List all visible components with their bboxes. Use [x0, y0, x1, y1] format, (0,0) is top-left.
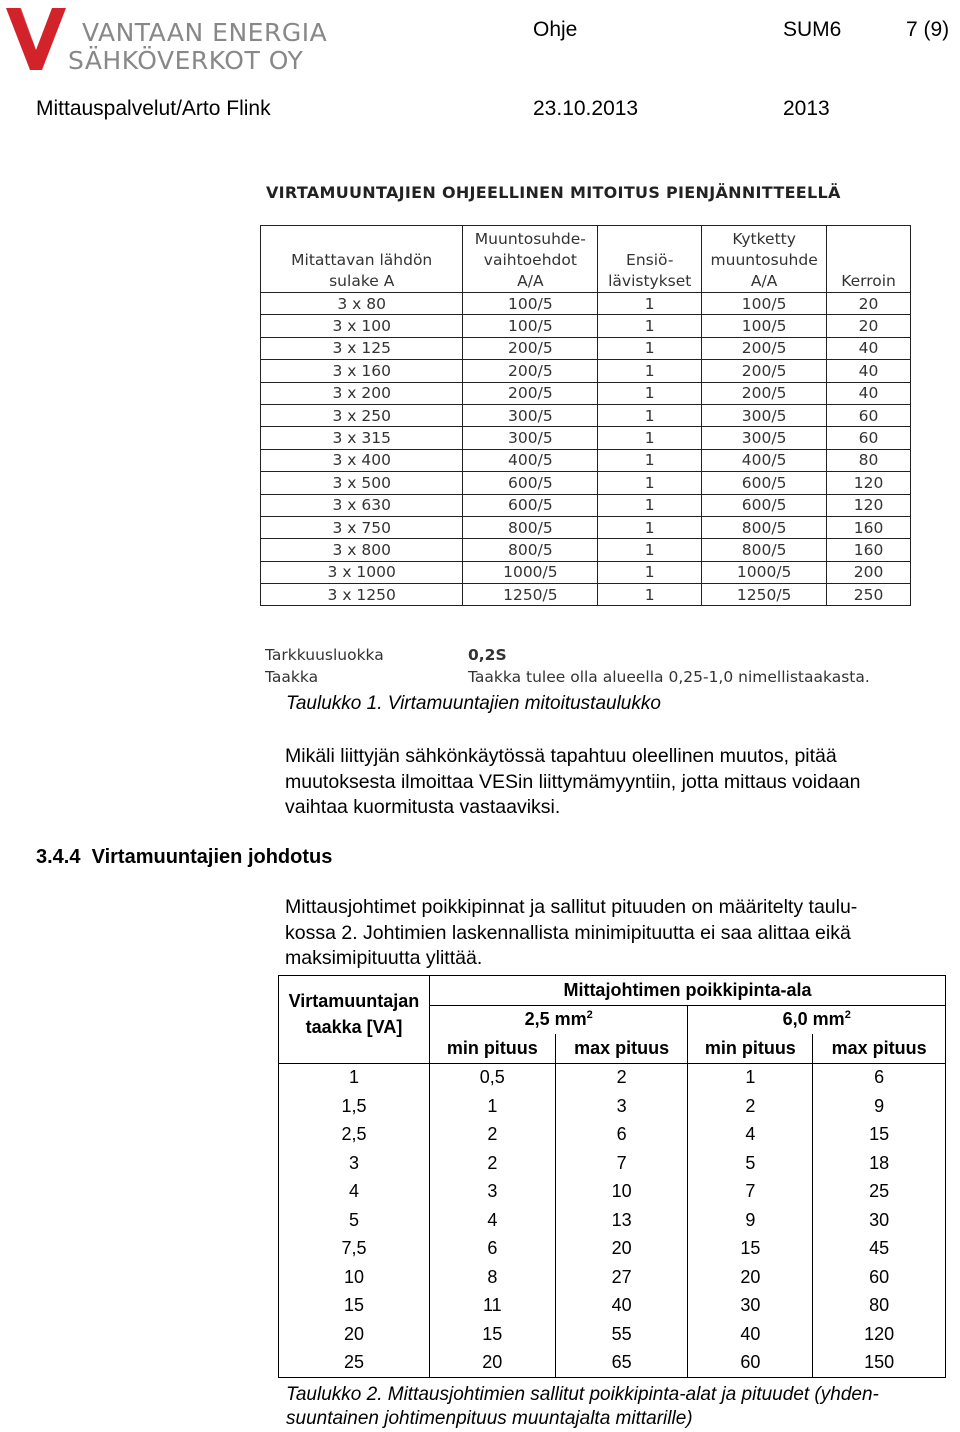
doc-type: Ohje [533, 18, 578, 41]
table1-cell: 40 [827, 337, 911, 359]
table2-group-header: Mittajohtimen poikkipinta-ala [429, 976, 945, 1006]
table2-cell: 2 [429, 1121, 555, 1150]
table2-cell: 120 [864, 1323, 895, 1344]
table2-cell: 15 [869, 1124, 890, 1145]
table1-cell: 160 [827, 539, 911, 561]
table2-row [279, 1292, 946, 1321]
table2-cell: 18 [869, 1152, 890, 1173]
table1-cell: 20 [827, 293, 911, 315]
table1-cell: 1 [598, 539, 702, 561]
table1-cell: 200/5 [463, 360, 598, 382]
table1-cell: 1 [598, 449, 702, 471]
table2-cell: 9 [874, 1095, 885, 1116]
table1-cell: 1 [598, 404, 702, 426]
table2-cell: 3 [555, 1092, 688, 1121]
page-number: 7 (9) [906, 18, 950, 41]
table1-cell: 1 [598, 315, 702, 337]
paragraph-1-line: muutoksesta ilmoittaa VESin liittymämyyntiin, jotta mittaus voidaan [285, 770, 861, 793]
table2-cell: 55 [555, 1320, 688, 1349]
table1-cell: 60 [827, 404, 911, 426]
section-heading [36, 846, 332, 869]
table2-max-header: max pituus [813, 1034, 946, 1063]
table2-cell: 20 [555, 1235, 688, 1264]
table1-header-row [261, 226, 911, 293]
table2-cell: 10 [279, 1263, 430, 1292]
table1-header-col3 [702, 226, 827, 293]
table2-cell: 13 [555, 1206, 688, 1235]
table2-cell: 1 [279, 1063, 430, 1092]
table1-cell: 120 [827, 472, 911, 494]
table2-cell: 40 [688, 1320, 813, 1349]
table1-cell: 40 [827, 360, 911, 382]
table1-header-line: Kerroin [841, 272, 896, 290]
table1-cell: 600/5 [702, 472, 827, 494]
table1-cell: 1250/5 [702, 584, 827, 606]
table1-cell: 400/5 [702, 449, 827, 471]
table1-row [261, 404, 911, 426]
table2-cell: 4 [279, 1178, 430, 1207]
company-logo-icon [6, 6, 66, 72]
paragraph-2-line: kossa 2. Johtimien laskennallista minimipituutta ei saa alittaa eikä [285, 921, 851, 944]
table2-cell: 60 [869, 1266, 890, 1287]
table1-row [261, 472, 911, 494]
table1-row [261, 539, 911, 561]
table2-cell: 30 [688, 1292, 813, 1321]
table2-cell: 3 [279, 1149, 430, 1178]
table2-row [279, 1263, 946, 1292]
paragraph-1 [285, 744, 960, 821]
table1-cell: 600/5 [463, 472, 598, 494]
table2-cell: 4 [688, 1121, 813, 1150]
table2-cell: 25 [279, 1349, 430, 1378]
table1-cell: 600/5 [463, 494, 598, 516]
table2-max-header: max pituus [555, 1034, 688, 1063]
table2-cell: 0,5 [429, 1063, 555, 1092]
table1-cell: 1 [598, 584, 702, 606]
table1-cell: 160 [827, 516, 911, 538]
table1-header-line: A/A [517, 272, 544, 290]
paragraph-1-line: vaihtaa kuormitusta vastaaviksi. [285, 796, 561, 818]
table2-cell: 7 [555, 1149, 688, 1178]
company-name-line2: SÄHKÖVERKOT OY [68, 46, 304, 75]
table1-row [261, 516, 911, 538]
table2-cell: 2 [688, 1092, 813, 1121]
table1-cell: 1 [598, 360, 702, 382]
table1-cell: 1000/5 [463, 561, 598, 583]
table2-cell: 20 [279, 1320, 430, 1349]
table1-cell: 1000/5 [702, 561, 827, 583]
table1-cell: 400/5 [463, 449, 598, 471]
table2-sub-header-60 [688, 1005, 946, 1034]
table1 [260, 225, 911, 606]
table1-header-line: lävistykset [608, 272, 692, 290]
table2-cell: 6 [555, 1121, 688, 1150]
table2-row [279, 1320, 946, 1349]
table2-cell: 2 [555, 1063, 688, 1092]
table1-cell: 100/5 [702, 315, 827, 337]
table2-cell: 25 [869, 1181, 890, 1202]
table2-cell: 65 [555, 1349, 688, 1378]
table2-cell: 1 [688, 1063, 813, 1092]
table2-col0-header [279, 976, 430, 1064]
table1-row [261, 561, 911, 583]
table2-cell: 15 [429, 1320, 555, 1349]
paragraph-2 [285, 895, 960, 972]
table1-cell: 3 x 400 [261, 449, 463, 471]
table1-row [261, 584, 911, 606]
table1-cell: 3 x 250 [261, 404, 463, 426]
table1-header-line: Mitattavan lähdön [291, 251, 433, 269]
table2-cell: 80 [869, 1295, 890, 1316]
table1-header-line: Muuntosuhde- [474, 230, 586, 248]
table1-cell: 1 [598, 337, 702, 359]
table2-cell: 6 [874, 1067, 885, 1088]
table2-caption [286, 1383, 879, 1431]
table1-row [261, 337, 911, 359]
table1-cell: 80 [827, 449, 911, 471]
table1-cell: 3 x 125 [261, 337, 463, 359]
table1-caption: Taulukko 1. Virtamuuntajien mitoitustaulukko [286, 693, 661, 714]
table1-row [261, 293, 911, 315]
table1-header-line: Ensiö- [626, 251, 674, 269]
table1-cell: 200/5 [463, 337, 598, 359]
table1-cell: 100/5 [463, 315, 598, 337]
table1-row [261, 494, 911, 516]
table2-cell: 2,5 [279, 1121, 430, 1150]
table2-cell: 11 [429, 1292, 555, 1321]
table2-row [279, 1206, 946, 1235]
table1-row [261, 315, 911, 337]
table2-cell: 8 [429, 1263, 555, 1292]
table2-cell: 20 [688, 1263, 813, 1292]
section-title: Virtamuuntajien johdotus [91, 846, 333, 868]
table2-cell: 9 [688, 1206, 813, 1235]
table2-cell: 60 [688, 1349, 813, 1378]
table1-cell: 1 [598, 561, 702, 583]
table2-row [279, 1178, 946, 1207]
table2-col0-header-line: Virtamuuntajan [288, 991, 420, 1011]
table2-row [279, 1235, 946, 1264]
table1-row [261, 360, 911, 382]
paragraph-1-line: Mikäli liittyjän sähkönkäytössä tapahtuu oleellinen muutos, pitää [285, 745, 837, 767]
table2-cell: 150 [864, 1352, 895, 1373]
table2-cell: 15 [279, 1292, 430, 1321]
table1-cell: 60 [827, 427, 911, 449]
table1-cell: 120 [827, 494, 911, 516]
table2-cell: 10 [555, 1178, 688, 1207]
table2-cell: 15 [688, 1235, 813, 1264]
table2-row [279, 1149, 946, 1178]
table1-header-line: muuntosuhde [710, 251, 818, 269]
table2-cell: 4 [429, 1206, 555, 1235]
table1-cell: 3 x 1000 [261, 561, 463, 583]
author: Mittauspalvelut/Arto Flink [36, 97, 271, 120]
paragraph-2-line: Mittausjohtimet poikkipinnat ja sallitut pituuden on määritelty taulu- [285, 896, 858, 918]
table2-min-header: min pituus [688, 1034, 813, 1063]
table1-cell: 1 [598, 472, 702, 494]
table1-cell: 300/5 [463, 404, 598, 426]
table1-cell: 100/5 [463, 293, 598, 315]
doc-code: SUM6 [783, 18, 842, 41]
table2-cell: 5 [279, 1206, 430, 1235]
table1-cell: 40 [827, 382, 911, 404]
table1-cell: 3 x 800 [261, 539, 463, 561]
table2-cell: 20 [429, 1349, 555, 1378]
superscript-2: 2 [586, 1009, 593, 1022]
table1-row [261, 382, 911, 404]
table1-cell: 300/5 [702, 404, 827, 426]
table2-cell: 1 [429, 1092, 555, 1121]
table1-cell: 250 [827, 584, 911, 606]
table2 [278, 975, 946, 1378]
table1-cell: 200/5 [702, 382, 827, 404]
table2-cell: 7 [688, 1178, 813, 1207]
doc-date: 23.10.2013 [533, 97, 639, 120]
table1-cell: 3 x 315 [261, 427, 463, 449]
table1-header-col0 [261, 226, 463, 293]
table2-col0-header-line: taakka [VA] [305, 1017, 403, 1037]
superscript-2: 2 [844, 1009, 851, 1022]
table1-cell: 1 [598, 293, 702, 315]
table1-cell: 1 [598, 494, 702, 516]
table1-cell: 20 [827, 315, 911, 337]
table2-cell: 5 [688, 1149, 813, 1178]
table2-sub-header-25 [429, 1005, 688, 1034]
table1-row [261, 427, 911, 449]
company-name-line1: VANTAAN ENERGIA [82, 18, 328, 47]
table1-header-line: A/A [750, 272, 778, 290]
table1-note1-value: 0,2S [468, 646, 507, 664]
table1-header-col2 [598, 226, 702, 293]
table2-min-header: min pituus [429, 1034, 555, 1063]
table2-caption-line: suuntainen johtimenpituus muuntajalta mittarille) [286, 1408, 693, 1429]
table1-cell: 200/5 [702, 360, 827, 382]
table2-cell: 40 [555, 1292, 688, 1321]
table1-cell: 1 [598, 427, 702, 449]
table1-cell: 200/5 [702, 337, 827, 359]
table1-cell: 100/5 [702, 293, 827, 315]
table1-header-col4 [827, 226, 911, 293]
table1-title: VIRTAMUUNTAJIEN OHJEELLINEN MITOITUS PIENJÄNNITTEELLÄ [266, 183, 841, 202]
table1-header-line: sulake A [329, 272, 395, 290]
table1-cell: 1250/5 [463, 584, 598, 606]
table2-sub-header-25-text: 2,5 mm [524, 1009, 587, 1030]
table2-cell: 30 [869, 1209, 890, 1230]
table1-cell: 3 x 630 [261, 494, 463, 516]
section-number: 3.4.4 [36, 846, 81, 868]
table2-cell: 6 [429, 1235, 555, 1264]
table1-note2-label: Taakka [265, 668, 319, 686]
table2-caption-line: Taulukko 2. Mittausjohtimien sallitut poikkipinta-alat ja pituudet (yhden- [286, 1384, 879, 1405]
table1-cell: 3 x 160 [261, 360, 463, 382]
table2-cell: 27 [555, 1263, 688, 1292]
paragraph-2-line: maksimipituutta ylittää. [285, 947, 483, 969]
table1-header-line: Kytketty [732, 230, 796, 248]
table1-cell: 3 x 500 [261, 472, 463, 494]
table1-note2-value: Taakka tulee olla alueella 0,25-1,0 nimellistaakasta. [468, 668, 870, 686]
table1-cell: 800/5 [463, 516, 598, 538]
table2-row [279, 1121, 946, 1150]
doc-year: 2013 [783, 97, 830, 120]
table2-cell: 45 [869, 1238, 890, 1259]
table1-cell: 600/5 [702, 494, 827, 516]
table1-row [261, 449, 911, 471]
table1-cell: 300/5 [702, 427, 827, 449]
table1-cell: 1 [598, 382, 702, 404]
table1-cell: 3 x 750 [261, 516, 463, 538]
table2-cell: 2 [429, 1149, 555, 1178]
table2-sub-header-60-text: 6,0 mm [782, 1009, 845, 1030]
table2-cell: 3 [429, 1178, 555, 1207]
table1-cell: 3 x 80 [261, 293, 463, 315]
table1-cell: 300/5 [463, 427, 598, 449]
table2-row [279, 1063, 946, 1092]
table1-cell: 200/5 [463, 382, 598, 404]
table1-header-col1 [463, 226, 598, 293]
table1-cell: 800/5 [463, 539, 598, 561]
table1-cell: 200 [827, 561, 911, 583]
table2-row [279, 1092, 946, 1121]
table1-cell: 3 x 1250 [261, 584, 463, 606]
table1-cell: 3 x 200 [261, 382, 463, 404]
table2-cell: 1,5 [279, 1092, 430, 1121]
table1-note1-label: Tarkkuusluokka [265, 646, 384, 664]
table1-cell: 1 [598, 516, 702, 538]
table2-cell: 7,5 [279, 1235, 430, 1264]
table1-header-line: vaihtoehdot [483, 251, 577, 269]
table2-row [279, 1349, 946, 1378]
table1-cell: 3 x 100 [261, 315, 463, 337]
table1-cell: 800/5 [702, 516, 827, 538]
table1-cell: 800/5 [702, 539, 827, 561]
